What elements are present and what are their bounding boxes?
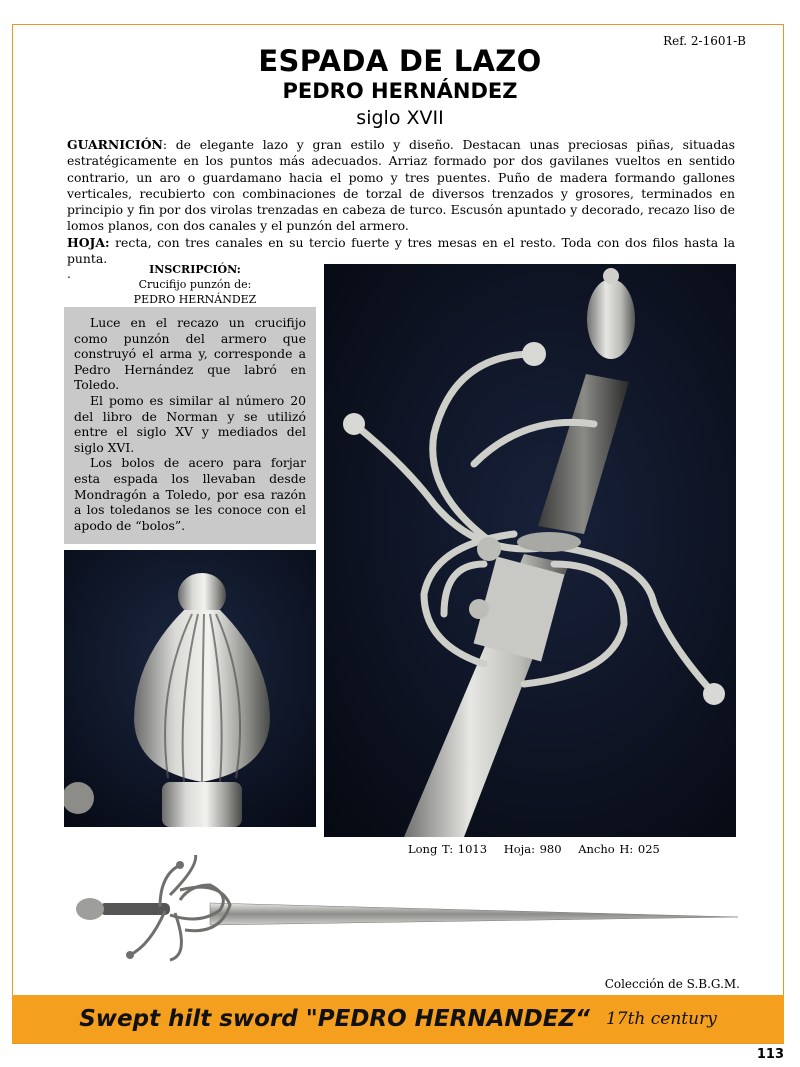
length-total: Long T: 1013 bbox=[408, 842, 488, 856]
guarnicion-label: GUARNICIÓN bbox=[67, 137, 163, 152]
hilt-image bbox=[324, 264, 736, 837]
description bbox=[67, 137, 735, 267]
pommel-image bbox=[64, 550, 316, 827]
blade-width: Ancho H: 025 bbox=[578, 842, 660, 856]
collection-credit: Colección de S.B.G.M. bbox=[604, 977, 740, 991]
english-title: Swept hilt sword "PEDRO HERNANDEZ“ bbox=[79, 1006, 590, 1032]
hilt-photo bbox=[324, 264, 736, 837]
english-title-banner bbox=[12, 995, 784, 1043]
note-box bbox=[64, 307, 316, 544]
hoja-text: recta, con tres canales en su tercio fuerte y tres mesas en el resto. Toda con dos filos hasta la punta. bbox=[67, 234, 735, 267]
hoja-label: HOJA: bbox=[67, 234, 110, 250]
note-paragraph: Luce en el recazo un crucifijo como punzón del armero que construyó el arma y, corresponde a Pedro Hernández que labró en Toledo. bbox=[74, 315, 306, 393]
note-paragraph: El pomo es similar al número 20 del libro de Norman y se utilizó entre el siglo XV y mediados del siglo XVI. bbox=[74, 392, 306, 455]
reference-number: Ref. 2-1601-B bbox=[663, 34, 746, 48]
guarnicion-text: : de elegante lazo y gran estilo y diseño. Destacan unas preciosas piñas, situadas estratégicamente en los puntos más adecuados. Arriaz formado por dos gavilanes vueltos en sentido contrario, un aro o guardamano hacia el pomo y tres puentes. Puño de madera formando gallones verticales, recubierto con combinaciones de torzal de diversos trenzados y grosores, terminados en principio y fin por dos virolas trenzadas en cabeza de turco. Escusón apuntado y decorado, recazo liso de lomos planos, con dos canales y el punzón del armero. bbox=[67, 137, 735, 234]
inscription-maker: PEDRO HERNÁNDEZ bbox=[133, 293, 257, 306]
note-paragraph: Los bolos de acero para forjar esta espada los llevaban desde Mondragón a Toledo, por esa razón a los toledanos se les conoce con el apodo de “bolos”. bbox=[74, 455, 306, 533]
inscription-block bbox=[120, 262, 270, 307]
page-title: ESPADA DE LAZO bbox=[258, 44, 542, 78]
blade-length: Hoja: 980 bbox=[503, 842, 562, 856]
page-subtitle: PEDRO HERNÁNDEZ bbox=[282, 79, 518, 103]
page-number: 113 bbox=[756, 1047, 784, 1062]
inscription-heading: INSCRIPCIÓN: bbox=[149, 263, 241, 276]
full-sword-image bbox=[70, 855, 742, 965]
dimensions bbox=[408, 842, 672, 856]
english-century: 17th century bbox=[605, 1009, 717, 1029]
century-label: siglo XVII bbox=[356, 107, 444, 129]
inscription-line: Crucifijo punzón de: bbox=[138, 278, 252, 291]
stray-dot: . bbox=[67, 267, 71, 281]
pommel-photo bbox=[64, 550, 316, 827]
